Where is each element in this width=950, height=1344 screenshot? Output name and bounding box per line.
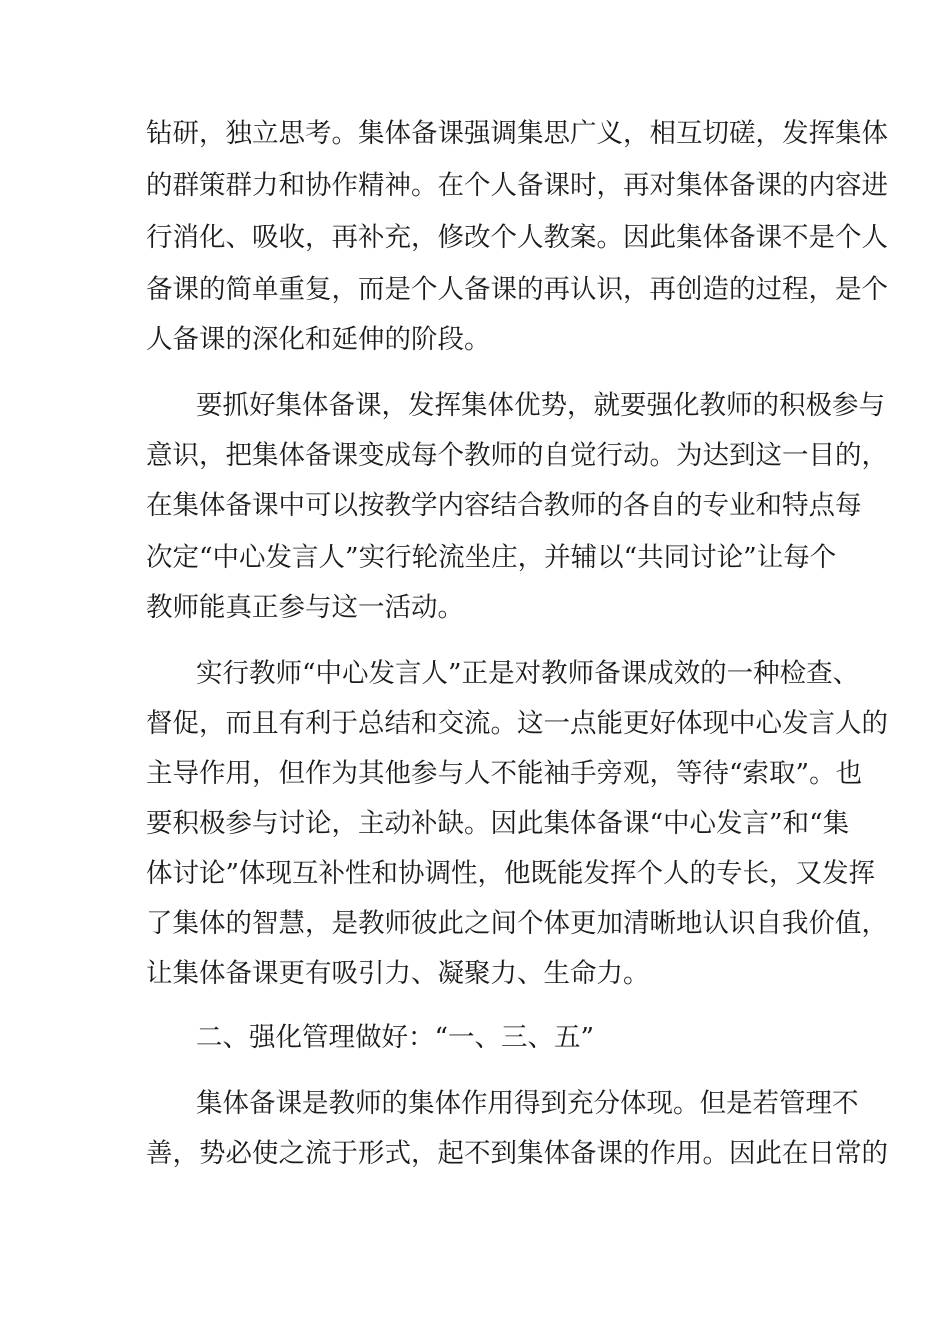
text-line: 善，势必使之流于形式，起不到集体备课的作用。因此在日常的: [146, 1138, 888, 1169]
text-line: 意识，把集体备课变成每个教师的自觉行动。为达到这一目的，: [146, 440, 888, 471]
text-line: 人备课的深化和延伸的阶段。: [146, 324, 491, 355]
text-line: 的群策群力和协作精神。在个人备课时，再对集体备课的内容进: [146, 170, 888, 201]
text-line: 集体备课是教师的集体作用得到充分体现。但是若管理不: [196, 1088, 859, 1119]
text-line: 让集体备课更有吸引力、凝聚力、生命力。: [146, 958, 650, 989]
text-line: 实行教师“中心发言人”正是对教师备课成效的一种检查、: [196, 658, 860, 689]
text-line: 主导作用，但作为其他参与人不能袖手旁观，等待“索取”。也: [146, 758, 863, 789]
text-line: 督促，而且有利于总结和交流。这一点能更好体现中心发言人的: [146, 708, 888, 739]
text-line: 行消化、吸收，再补充，修改个人教案。因此集体备课不是个人: [146, 222, 888, 253]
section-heading: 二、强化管理做好：“一、三、五”: [196, 1022, 595, 1053]
text-line: 钻研，独立思考。集体备课强调集思广义，相互切磋，发挥集体: [146, 118, 888, 149]
text-line: 体讨论”体现互补性和协调性，他既能发挥个人的专长，又发挥: [146, 858, 876, 889]
text-line: 教师能真正参与这一活动。: [146, 592, 464, 623]
text-line: 备课的简单重复，而是个人备课的再认识，再创造的过程，是个: [146, 274, 888, 305]
text-line: 了集体的智慧，是教师彼此之间个体更加清晰地认识自我价值，: [146, 908, 888, 939]
text-line: 要抓好集体备课，发挥集体优势，就要强化教师的积极参与: [196, 390, 885, 421]
text-line: 要积极参与讨论，主动补缺。因此集体备课“中心发言”和“集: [146, 808, 850, 839]
text-line: 次定“中心发言人”实行轮流坐庄，并辅以“共同讨论”让每个: [146, 542, 837, 573]
text-line: 在集体备课中可以按教学内容结合教师的各自的专业和特点每: [146, 490, 862, 521]
